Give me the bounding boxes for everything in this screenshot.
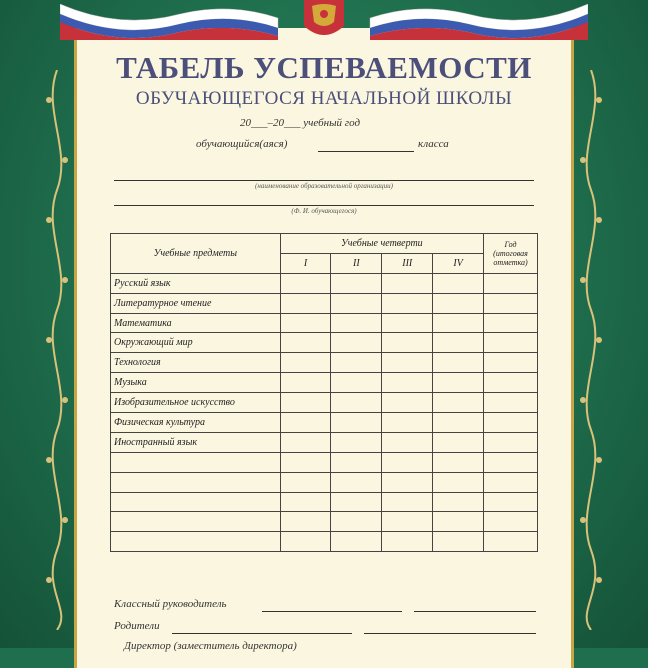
class-label: класса bbox=[418, 138, 449, 150]
table-row bbox=[111, 413, 538, 433]
year-grade-cell[interactable] bbox=[484, 452, 538, 472]
subject-name: Иностранный язык bbox=[111, 432, 281, 452]
year-grade-cell[interactable] bbox=[484, 353, 538, 373]
year-grade-cell[interactable] bbox=[484, 313, 538, 333]
quarter-grade-cell[interactable] bbox=[280, 393, 331, 413]
table-row bbox=[111, 432, 538, 452]
parents-signature-field[interactable] bbox=[172, 633, 352, 634]
quarter-grade-cell[interactable] bbox=[382, 512, 433, 532]
year-grade-cell[interactable] bbox=[484, 432, 538, 452]
quarter-grade-cell[interactable] bbox=[331, 452, 382, 472]
quarter-grade-cell[interactable] bbox=[382, 313, 433, 333]
quarter-grade-cell[interactable] bbox=[382, 432, 433, 452]
subjects-header: Учебные предметы bbox=[111, 234, 281, 274]
director-label: Директор (заместитель директора) bbox=[124, 640, 297, 652]
student-name-field[interactable] bbox=[114, 205, 534, 206]
quarter-grade-cell[interactable] bbox=[382, 333, 433, 353]
quarters-header: Учебные четверти bbox=[280, 234, 483, 254]
subject-name bbox=[111, 452, 281, 472]
year-grade-cell[interactable] bbox=[484, 472, 538, 492]
year-grade-cell[interactable] bbox=[484, 293, 538, 313]
subject-name: Изобразительное искусство bbox=[111, 393, 281, 413]
quarter-grade-cell[interactable] bbox=[331, 492, 382, 512]
year-grade-cell[interactable] bbox=[484, 333, 538, 353]
year-grade-cell[interactable] bbox=[484, 273, 538, 293]
quarter-grade-cell[interactable] bbox=[280, 373, 331, 393]
quarter-grade-cell[interactable] bbox=[331, 432, 382, 452]
year-grade-cell[interactable] bbox=[484, 413, 538, 433]
subject-name bbox=[111, 492, 281, 512]
year-grade-cell[interactable] bbox=[484, 393, 538, 413]
class-field[interactable] bbox=[318, 151, 414, 152]
quarter-grade-cell[interactable] bbox=[331, 393, 382, 413]
quarter-header-2: II bbox=[331, 253, 382, 273]
quarter-grade-cell[interactable] bbox=[331, 532, 382, 552]
subject-name: Физическая культура bbox=[111, 413, 281, 433]
quarter-grade-cell[interactable] bbox=[280, 333, 331, 353]
parents-label: Родители bbox=[114, 620, 160, 632]
class-teacher-signature-field[interactable] bbox=[262, 611, 402, 612]
organization-caption: (наименование образовательной организации) bbox=[255, 182, 393, 190]
quarter-grade-cell[interactable] bbox=[433, 373, 484, 393]
quarter-grade-cell[interactable] bbox=[382, 492, 433, 512]
quarter-grade-cell[interactable] bbox=[382, 273, 433, 293]
quarter-header-3: III bbox=[382, 253, 433, 273]
student-name-caption: (Ф. И. обучающегося) bbox=[291, 207, 357, 215]
grades-table bbox=[110, 233, 538, 552]
table-row bbox=[111, 373, 538, 393]
quarter-grade-cell[interactable] bbox=[433, 293, 484, 313]
year-grade-cell[interactable] bbox=[484, 492, 538, 512]
quarter-grade-cell[interactable] bbox=[433, 512, 484, 532]
subject-name: Технология bbox=[111, 353, 281, 373]
quarter-grade-cell[interactable] bbox=[331, 413, 382, 433]
quarter-grade-cell[interactable] bbox=[331, 293, 382, 313]
quarter-grade-cell[interactable] bbox=[280, 532, 331, 552]
quarter-grade-cell[interactable] bbox=[433, 393, 484, 413]
coat-of-arms-icon bbox=[278, 0, 370, 42]
year-grade-cell[interactable] bbox=[484, 512, 538, 532]
subject-name: Литературное чтение bbox=[111, 293, 281, 313]
quarter-grade-cell[interactable] bbox=[280, 492, 331, 512]
quarter-grade-cell[interactable] bbox=[331, 472, 382, 492]
subject-name bbox=[111, 512, 281, 532]
year-grade-cell[interactable] bbox=[484, 373, 538, 393]
page-title: ТАБЕЛЬ УСПЕВАЕМОСТИ bbox=[116, 50, 532, 85]
table-row bbox=[111, 353, 538, 373]
quarter-header-4: IV bbox=[433, 253, 484, 273]
subject-name: Музыка bbox=[111, 373, 281, 393]
subject-name bbox=[111, 472, 281, 492]
subject-name: Русский язык bbox=[111, 273, 281, 293]
quarter-grade-cell[interactable] bbox=[433, 472, 484, 492]
quarter-grade-cell[interactable] bbox=[331, 373, 382, 393]
table-row bbox=[111, 333, 538, 353]
quarter-grade-cell[interactable] bbox=[280, 512, 331, 532]
table-row bbox=[111, 512, 538, 532]
table-row bbox=[111, 492, 538, 512]
year-header: Год (итоговая отметка) bbox=[484, 234, 538, 274]
quarter-grade-cell[interactable] bbox=[433, 532, 484, 552]
table-row bbox=[111, 313, 538, 333]
parents-name-field[interactable] bbox=[364, 633, 536, 634]
quarter-grade-cell[interactable] bbox=[331, 353, 382, 373]
quarter-header-1: I bbox=[280, 253, 331, 273]
quarter-grade-cell[interactable] bbox=[280, 273, 331, 293]
quarter-grade-cell[interactable] bbox=[433, 492, 484, 512]
quarter-grade-cell[interactable] bbox=[433, 413, 484, 433]
subject-name: Математика bbox=[111, 313, 281, 333]
subject-name bbox=[111, 532, 281, 552]
quarter-grade-cell[interactable] bbox=[280, 293, 331, 313]
quarter-grade-cell[interactable] bbox=[280, 313, 331, 333]
table-row bbox=[111, 293, 538, 313]
table-row bbox=[111, 532, 538, 552]
quarter-grade-cell[interactable] bbox=[280, 413, 331, 433]
quarter-grade-cell[interactable] bbox=[433, 432, 484, 452]
left-ornament-icon bbox=[42, 70, 72, 630]
right-ornament-icon bbox=[576, 70, 606, 630]
quarter-grade-cell[interactable] bbox=[382, 353, 433, 373]
class-teacher-name-field[interactable] bbox=[414, 611, 536, 612]
table-row bbox=[111, 472, 538, 492]
class-teacher-label: Классный руководитель bbox=[114, 598, 227, 610]
quarter-grade-cell[interactable] bbox=[382, 393, 433, 413]
quarter-grade-cell[interactable] bbox=[280, 452, 331, 472]
page-subtitle: ОБУЧАЮЩЕГОСЯ НАЧАЛЬНОЙ ШКОЛЫ bbox=[135, 88, 513, 109]
quarter-grade-cell[interactable] bbox=[433, 452, 484, 472]
table-row bbox=[111, 393, 538, 413]
quarter-grade-cell[interactable] bbox=[382, 472, 433, 492]
quarter-grade-cell[interactable] bbox=[331, 512, 382, 532]
quarter-grade-cell[interactable] bbox=[331, 273, 382, 293]
quarter-grade-cell[interactable] bbox=[382, 452, 433, 472]
quarter-grade-cell[interactable] bbox=[433, 333, 484, 353]
table-row bbox=[111, 452, 538, 472]
quarter-grade-cell[interactable] bbox=[382, 373, 433, 393]
year-grade-cell[interactable] bbox=[484, 532, 538, 552]
school-year-line: 20___–20___ учебный год bbox=[240, 117, 361, 129]
quarter-grade-cell[interactable] bbox=[433, 353, 484, 373]
table-row bbox=[111, 273, 538, 293]
quarter-grade-cell[interactable] bbox=[382, 293, 433, 313]
subject-name: Окружающий мир bbox=[111, 333, 281, 353]
quarter-grade-cell[interactable] bbox=[280, 353, 331, 373]
quarter-grade-cell[interactable] bbox=[382, 532, 433, 552]
quarter-grade-cell[interactable] bbox=[382, 413, 433, 433]
quarter-grade-cell[interactable] bbox=[331, 333, 382, 353]
quarter-grade-cell[interactable] bbox=[331, 313, 382, 333]
student-label: обучающийся(аяся) bbox=[196, 138, 288, 150]
quarter-grade-cell[interactable] bbox=[280, 472, 331, 492]
quarter-grade-cell[interactable] bbox=[433, 273, 484, 293]
organization-field[interactable] bbox=[114, 180, 534, 181]
quarter-grade-cell[interactable] bbox=[433, 313, 484, 333]
quarter-grade-cell[interactable] bbox=[280, 432, 331, 452]
